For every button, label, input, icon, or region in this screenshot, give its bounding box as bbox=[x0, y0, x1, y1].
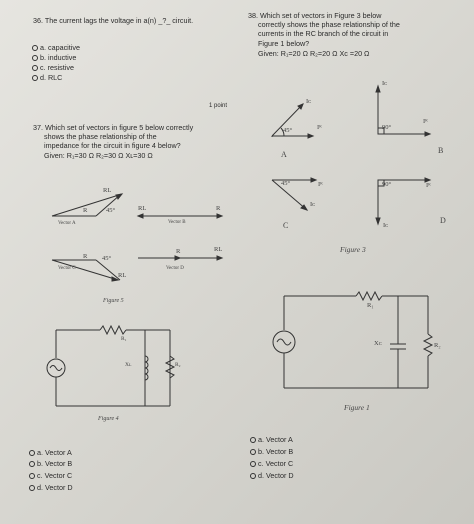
fig3-d-angle: 90° bbox=[382, 181, 392, 188]
fig3-c-ir: Iᴿ bbox=[318, 181, 323, 188]
fig3-a-angle: 45° bbox=[283, 127, 293, 134]
fig4-r1: R₁ bbox=[121, 336, 127, 342]
radio-icon bbox=[250, 461, 256, 467]
fig3-b-ic: Iᴄ bbox=[382, 80, 388, 87]
fig5-d-name: Vector D bbox=[166, 266, 184, 271]
fig3-vector-a bbox=[272, 104, 313, 138]
fig5-vector-d bbox=[138, 256, 222, 260]
q37-given: Given: R₁=30 Ω R₂=30 Ω Xʟ=30 Ω bbox=[44, 151, 153, 160]
q37-option-a[interactable]: a. Vector A bbox=[29, 449, 72, 457]
q38-question-line-2: correctly shows the phase relationship of the bbox=[258, 20, 400, 29]
fig5-a-rl: RL bbox=[103, 187, 112, 194]
q38-given: Given: R₁=20 Ω R₂=20 Ω Xᴄ =20 Ω bbox=[258, 49, 370, 58]
q38-option-c[interactable]: c. Vector C bbox=[250, 460, 293, 468]
fig5-vector-b bbox=[138, 214, 222, 218]
fig5-a-r: R bbox=[83, 207, 88, 214]
radio-icon bbox=[29, 450, 35, 456]
figure1-label: Figure 1 bbox=[344, 403, 370, 412]
q38-option-b[interactable]: b. Vector B bbox=[250, 448, 293, 456]
fig5-c-angle: 45° bbox=[102, 255, 112, 262]
q36-option-b[interactable]: b. inductive bbox=[32, 54, 76, 62]
fig5-c-rl: RL bbox=[118, 272, 127, 279]
radio-icon bbox=[250, 473, 256, 479]
figure4-label: Figure 4 bbox=[98, 416, 119, 422]
fig4-xl: Xʟ bbox=[125, 362, 132, 368]
fig1-xc: Xᴄ bbox=[374, 340, 382, 347]
radio-icon bbox=[250, 449, 256, 455]
radio-icon bbox=[29, 485, 35, 491]
q37-option-b[interactable]: b. Vector B bbox=[29, 460, 72, 468]
fig3-d-letter: D bbox=[440, 216, 446, 225]
fig5-a-name: Vector A bbox=[58, 221, 76, 226]
q37-question-line-2: shows the phase relationship of the bbox=[44, 132, 157, 141]
fig3-c-ic: Iᴄ bbox=[310, 201, 316, 208]
q37-question-line-3: impedance for the circuit in figure 4 below? bbox=[44, 141, 181, 150]
q36-option-a[interactable]: a. capacitive bbox=[32, 44, 80, 52]
figure3-label: Figure 3 bbox=[340, 245, 366, 254]
fig3-b-letter: B bbox=[438, 146, 444, 155]
q38-question-line-4: Figure 1 below? bbox=[258, 39, 310, 48]
q36-option-c[interactable]: c. resistive bbox=[32, 64, 74, 72]
fig3-d-ir: Iᴿ bbox=[426, 182, 431, 189]
fig3-a-ir: Iᴿ bbox=[317, 124, 322, 131]
fig5-b-r: R bbox=[216, 205, 221, 212]
fig3-c-letter: C bbox=[283, 221, 289, 230]
radio-icon bbox=[250, 437, 256, 443]
fig5-d-rl: RL bbox=[214, 246, 223, 253]
q37-option-c[interactable]: c. Vector C bbox=[29, 472, 72, 480]
q37-option-d[interactable]: d. Vector D bbox=[29, 484, 73, 492]
fig5-c-name: Vector C bbox=[58, 266, 76, 271]
q38-question-line-1: 38. Which set of vectors in Figure 3 below bbox=[248, 11, 382, 20]
fig5-a-angle: 45° bbox=[106, 207, 116, 214]
fig3-a-ic: Iᴄ bbox=[306, 98, 312, 105]
fig3-a-letter: A bbox=[281, 150, 287, 159]
fig1-r1: R₁ bbox=[367, 302, 374, 309]
q37-points: 1 point bbox=[209, 103, 228, 109]
q38-question-line-3: currents in the RC branch of the circuit in bbox=[258, 29, 389, 38]
fig3-b-ir: Iᴿ bbox=[423, 118, 428, 125]
q38-option-d[interactable]: d. Vector D bbox=[250, 472, 294, 480]
radio-icon bbox=[29, 473, 35, 479]
fig3-b-angle: 90° bbox=[382, 124, 392, 131]
fig5-d-r: R bbox=[176, 248, 181, 255]
fig5-b-name: Vector B bbox=[168, 220, 186, 225]
fig3-d-ic: Iᴄ bbox=[383, 222, 389, 229]
q36-question: 36. The current lags the voltage in a(n) _?_ circuit. bbox=[33, 16, 194, 25]
fig4-circuit bbox=[47, 326, 174, 406]
q36-option-d[interactable]: d. RLC bbox=[32, 74, 62, 82]
q38-option-a[interactable]: a. Vector A bbox=[250, 436, 293, 444]
q37-question-line-1: 37. Which set of vectors in figure 5 below correctly bbox=[33, 123, 194, 132]
fig5-c-r: R bbox=[83, 253, 88, 260]
radio-icon bbox=[29, 461, 35, 467]
fig4-r2: R₂ bbox=[175, 362, 181, 368]
fig3-c-angle: 45° bbox=[281, 180, 291, 187]
fig1-circuit bbox=[273, 292, 432, 388]
fig1-r2: R₂ bbox=[434, 342, 441, 349]
fig5-b-rl: RL bbox=[138, 205, 147, 212]
figure5-label: Figure 5 bbox=[103, 298, 124, 304]
